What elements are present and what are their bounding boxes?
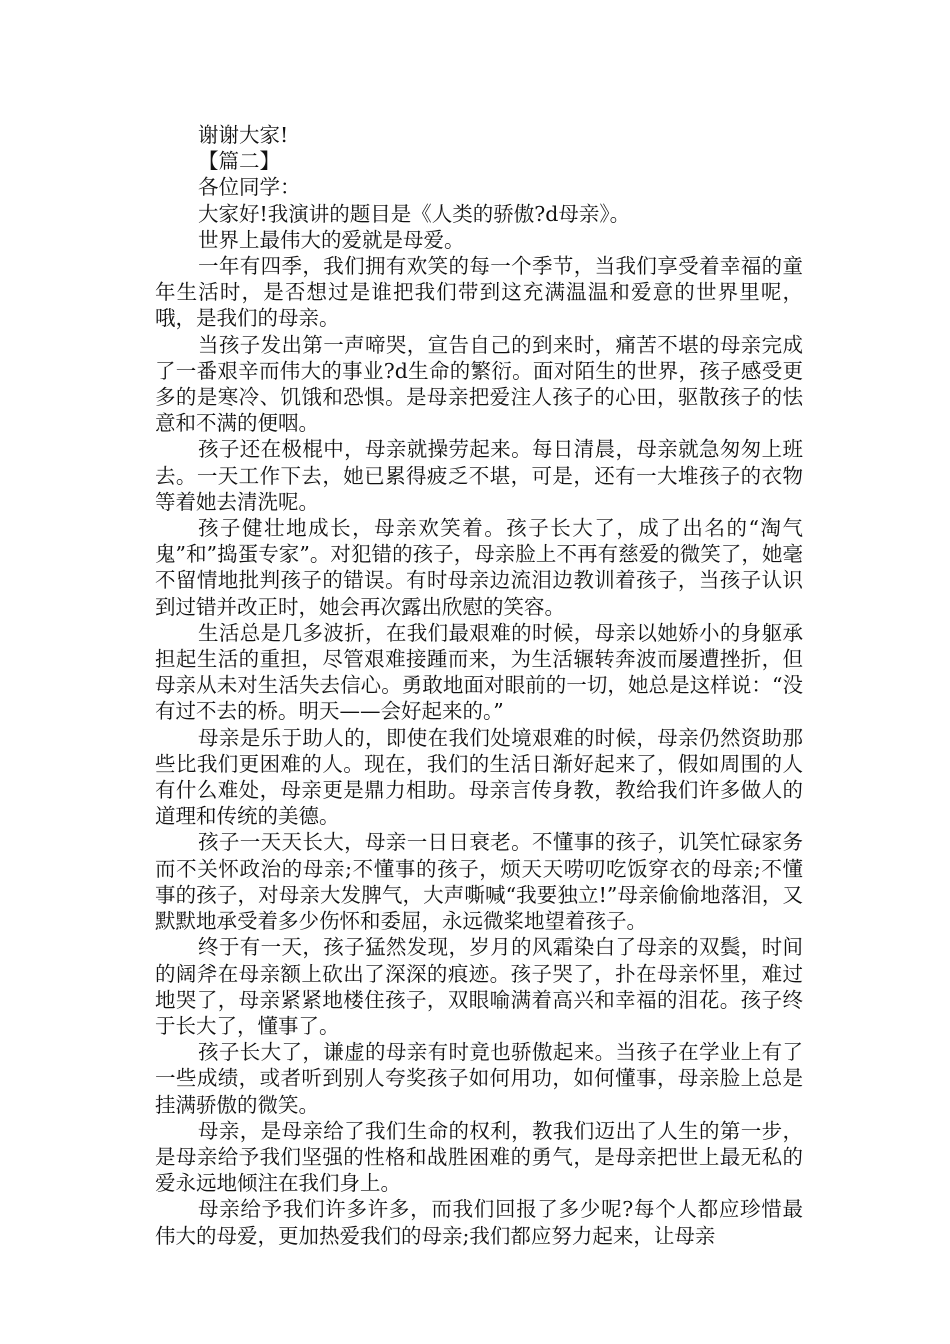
paragraph-8: 终于有一天，孩子猛然发现，岁月的风霜染白了母亲的双鬓，时间的阔斧在母亲额上砍出了深深的痕迹。孩子哭了，扑在母亲怀里，难过地哭了，母亲紧紧地楼住孩子，双眼喻满着高兴和幸福的泪花。孩子终于长大了，懂事了。 <box>155 935 803 1038</box>
paragraph-1: 一年有四季，我们拥有欢笑的每一个季节，当我们享受着幸福的童年生活时，是否想过是谁把我们带到这充满温温和爱意的世界里呢，哦，是我们的母亲。 <box>155 254 803 331</box>
paragraph-6: 母亲是乐于助人的，即使在我们处境艰难的时候，母亲仍然资助那些比我们更困难的人。现在，我们的生活日渐好起来了，假如周围的人有什么难处，母亲更是鼎力相助。母亲言传身教，教给我们许多做人的道理和传统的美德。 <box>155 725 803 829</box>
closing-line: 谢谢大家! <box>198 123 289 147</box>
paragraph-7: 孩子一天天长大，母亲一日日衰老。不懂事的孩子，讥笑忙碌家务而不关怀政治的母亲;不懂事的孩子，烦天天唠叨吃饭穿衣的母亲;不懂事的孩子，对母亲大发脾气，大声嘶喊“我要独立!”母亲偷偷地落泪，又默默地承受着多少伤怀和委屈，永远微桨地望着孩子。 <box>155 830 803 934</box>
paragraph-4: 孩子健壮地成长，母亲欢笑着。孩子长大了，成了出名的“淘气鬼”和”捣蛋专家”。对犯错的孩子，母亲脸上不再有慈爱的微笑了，她毫不留情地批判孩子的错误。有时母亲边流泪边教训着孩子，当孩子认识到过错并改正时，她会再次露出欣慰的笑容。 <box>155 516 803 619</box>
paragraph-3: 孩子还在极棍中，母亲就操劳起来。每日清晨，母亲就急匆匆上班去。一天工作下去，她已累得疲乏不堪，可是，还有一大堆孩子的衣物等着她去清洗呢。 <box>155 437 803 514</box>
paragraph-2: 当孩子发出第一声啼哭，宣告自己的到来时，痛苦不堪的母亲完成了一番艰辛而伟大的事业?d生命的繁衍。面对陌生的世界，孩子感受更多的是寒冷、饥饿和恐惧。是母亲把爱注人孩子的心田，驱散孩子的怯意和不满的便咽。 <box>155 332 803 436</box>
document-body <box>155 122 803 1249</box>
paragraph-9: 孩子长大了，谦虚的母亲有时竟也骄傲起来。当孩子在学业上有了一些成绩，或者听到别人夸奖孩子如何用功，如何懂事，母亲脸上总是挂满骄傲的微笑。 <box>155 1040 803 1117</box>
section-heading: 【篇二】 <box>198 149 280 174</box>
thesis-line: 世界上最伟大的爱就是母爱。 <box>198 227 465 252</box>
speech-intro: 大家好!我演讲的题目是《人类的骄傲?d母亲》。 <box>198 201 631 226</box>
paragraph-10: 母亲，是母亲给了我们生命的权利，教我们迈出了人生的第一步，是母亲给予我们坚强的性格和战胜困难的勇气，是母亲把世上最无私的爱永远地倾注在我们身上。 <box>155 1118 803 1196</box>
salutation: 各位同学： <box>198 175 301 200</box>
paragraph-11: 母亲给予我们许多许多，而我们回报了多少呢?每个人都应珍惜最伟大的母爱，更加热爱我们的母亲;我们都应努力起来，让母亲 <box>155 1197 803 1248</box>
paragraph-5: 生活总是几多波折，在我们最艰难的时候，母亲以她娇小的身躯承担起生活的重担，尽管艰难接踵而来，为生活辗转奔波而屡遭挫折，但母亲从未对生活失去信心。勇敢地面对眼前的一切，她总是这样说：“没有过不去的桥。明天——会好起来的。” <box>155 620 803 724</box>
